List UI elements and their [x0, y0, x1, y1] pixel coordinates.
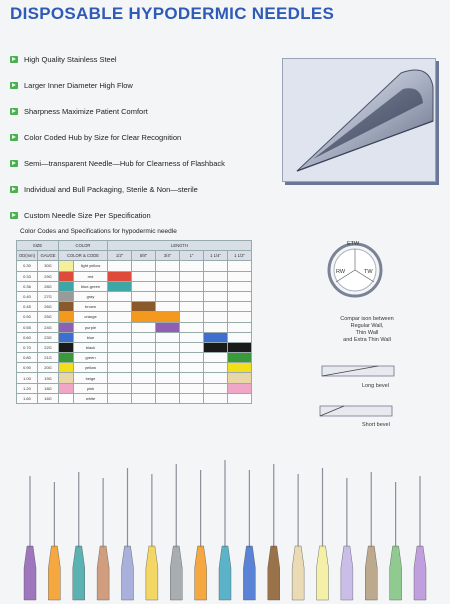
color-name-cell: black	[74, 342, 108, 352]
needle-hub	[24, 546, 36, 600]
table-row	[17, 261, 252, 271]
length-cell	[228, 322, 252, 332]
table-row	[17, 373, 252, 383]
feature-text: Custom Needle Size Per Specification	[24, 211, 151, 220]
needle-item	[292, 474, 304, 600]
color-swatch	[59, 281, 74, 291]
length-cell	[156, 271, 180, 281]
needle-hub	[146, 546, 158, 600]
length-cell	[180, 291, 204, 301]
length-cell	[108, 281, 132, 291]
color-name-cell: gray	[74, 291, 108, 301]
subheader-cell: 3/4"	[156, 251, 180, 261]
length-cell	[180, 271, 204, 281]
length-cell	[108, 363, 132, 373]
needle-hub	[317, 546, 329, 600]
needle-hub	[268, 546, 280, 600]
length-cell	[180, 393, 204, 403]
gauge-cell: 28G	[38, 281, 59, 291]
spec-table-body	[17, 261, 252, 404]
subheader-cell: GAUGE	[38, 251, 59, 261]
long-bevel-label: Long bevel	[362, 383, 389, 389]
color-name-cell: purple	[74, 322, 108, 332]
gauge-cell: 25G	[38, 312, 59, 322]
feature-item	[10, 55, 280, 75]
od-cell: 1.20	[17, 383, 38, 393]
feature-text: Semi—transparent Needle—Hub for Clearness of Flashback	[24, 159, 225, 168]
length-cell	[204, 291, 228, 301]
length-cell	[204, 281, 228, 291]
od-cell: 0.80	[17, 353, 38, 363]
length-cell	[132, 393, 156, 403]
length-cell	[132, 281, 156, 291]
needle-hub	[170, 546, 182, 600]
length-cell	[132, 261, 156, 271]
length-cell	[108, 342, 132, 352]
gauge-cell: 29G	[38, 271, 59, 281]
length-cell	[204, 383, 228, 393]
length-cell	[108, 383, 132, 393]
length-cell	[228, 363, 252, 373]
table-row	[17, 281, 252, 291]
needle-item	[195, 470, 207, 600]
od-cell: 0.40	[17, 291, 38, 301]
arrow-bullet-icon	[10, 212, 18, 219]
od-cell: 0.36	[17, 281, 38, 291]
needle-item	[317, 468, 329, 600]
length-cell	[156, 342, 180, 352]
length-cell	[108, 353, 132, 363]
needle-lineup-image	[0, 450, 450, 604]
length-cell	[156, 373, 180, 383]
length-cell	[180, 373, 204, 383]
subheader-cell: 1"	[180, 251, 204, 261]
feature-item	[10, 81, 280, 101]
needle-hub	[219, 546, 231, 600]
spec-table	[16, 240, 252, 404]
length-cell	[108, 271, 132, 281]
length-cell	[108, 332, 132, 342]
color-swatch	[59, 261, 74, 271]
color-name-cell: yellow	[74, 363, 108, 373]
needle-item	[122, 468, 134, 600]
needle-item	[268, 464, 280, 600]
color-swatch	[59, 312, 74, 322]
gauge-cell: 26G	[38, 302, 59, 312]
needle-hub	[73, 546, 85, 600]
needle-hub	[390, 546, 402, 600]
length-cell	[228, 383, 252, 393]
color-swatch	[59, 363, 74, 373]
color-swatch	[59, 332, 74, 342]
subheader-cell: 1 1/4"	[204, 251, 228, 261]
needle-item	[146, 474, 158, 600]
od-cell: 0.60	[17, 332, 38, 342]
length-cell	[204, 342, 228, 352]
needle-hub	[48, 546, 60, 600]
gauge-cell: 22G	[38, 342, 59, 352]
wall-caption	[326, 316, 408, 344]
needle-hub	[243, 546, 255, 600]
table-row	[17, 342, 252, 352]
table-row	[17, 302, 252, 312]
length-cell	[132, 342, 156, 352]
color-name-cell: white	[74, 393, 108, 403]
arrow-bullet-icon	[10, 56, 18, 63]
length-cell	[228, 261, 252, 271]
length-cell	[228, 291, 252, 301]
subheader-cell: 5/8"	[132, 251, 156, 261]
needle-hub	[122, 546, 134, 600]
length-cell	[204, 363, 228, 373]
color-name-cell: blue-green	[74, 281, 108, 291]
gauge-cell: 16G	[38, 393, 59, 403]
table-row	[17, 271, 252, 281]
length-cell	[108, 373, 132, 383]
od-cell: 1.60	[17, 393, 38, 403]
needle-item	[170, 464, 182, 600]
wall-caption-line: Regular Wall,	[350, 323, 384, 329]
od-cell: 0.45	[17, 302, 38, 312]
gauge-cell: 20G	[38, 363, 59, 373]
gauge-cell: 18G	[38, 383, 59, 393]
gauge-cell: 21G	[38, 353, 59, 363]
od-cell: 0.50	[17, 312, 38, 322]
wall-caption-line: and Extra Thin Wall	[343, 337, 391, 343]
length-cell	[180, 281, 204, 291]
color-swatch	[59, 393, 74, 403]
length-cell	[132, 363, 156, 373]
color-header: COLOR	[59, 241, 108, 251]
od-cell: 0.55	[17, 322, 38, 332]
length-cell	[156, 393, 180, 403]
length-cell	[156, 383, 180, 393]
color-name-cell: blue	[74, 332, 108, 342]
arrow-bullet-icon	[10, 134, 18, 141]
needle-hub	[195, 546, 207, 600]
feature-text: High Quality Stainless Steel	[24, 55, 117, 64]
length-cell	[132, 322, 156, 332]
color-name-cell: green	[74, 353, 108, 363]
length-cell	[180, 363, 204, 373]
color-name-cell: light yellow	[74, 261, 108, 271]
od-cell: 0.70	[17, 342, 38, 352]
needle-item	[24, 476, 36, 600]
needle-tip-illustration	[283, 59, 435, 181]
od-cell: 0.30	[17, 261, 38, 271]
length-cell	[204, 373, 228, 383]
needle-item	[97, 478, 109, 600]
length-cell	[228, 393, 252, 403]
length-cell	[156, 322, 180, 332]
color-swatch	[59, 342, 74, 352]
length-cell	[132, 312, 156, 322]
wall-caption-line: Compar ison between	[340, 316, 394, 322]
length-cell	[132, 373, 156, 383]
color-swatch	[59, 302, 74, 312]
length-cell	[180, 322, 204, 332]
od-cell: 0.90	[17, 363, 38, 373]
arrow-bullet-icon	[10, 108, 18, 115]
length-cell	[228, 271, 252, 281]
od-cell: 0.33	[17, 271, 38, 281]
color-swatch	[59, 353, 74, 363]
subheader-cell: 1/2"	[108, 251, 132, 261]
size-header: SIZE	[17, 241, 59, 251]
table-row	[17, 363, 252, 373]
feature-text: Individual and Bull Packaging, Sterile & Non—sterile	[24, 185, 198, 194]
needle-item	[390, 482, 402, 600]
feature-text: Larger Inner Diameter High Flow	[24, 81, 133, 90]
gauge-cell: 23G	[38, 332, 59, 342]
color-swatch	[59, 373, 74, 383]
needle-hub	[97, 546, 109, 600]
length-cell	[228, 342, 252, 352]
length-cell	[180, 332, 204, 342]
feature-item	[10, 185, 280, 205]
table-row	[17, 383, 252, 393]
gauge-cell: 24G	[38, 322, 59, 332]
length-cell	[228, 332, 252, 342]
arrow-bullet-icon	[10, 82, 18, 89]
color-name-cell: beige	[74, 373, 108, 383]
table-row	[17, 353, 252, 363]
arrow-bullet-icon	[10, 160, 18, 167]
subheader-cell: 1 1/2"	[228, 251, 252, 261]
table-row	[17, 291, 252, 301]
color-name-cell: red	[74, 271, 108, 281]
length-cell	[180, 342, 204, 352]
length-cell	[156, 363, 180, 373]
needle-item	[48, 482, 60, 600]
length-cell	[132, 271, 156, 281]
length-cell	[156, 291, 180, 301]
needle-item	[243, 470, 255, 600]
needle-hub	[414, 546, 426, 600]
length-cell	[108, 261, 132, 271]
length-cell	[156, 281, 180, 291]
length-cell	[204, 302, 228, 312]
length-cell	[180, 353, 204, 363]
table-row	[17, 312, 252, 322]
length-cell	[204, 393, 228, 403]
length-cell	[108, 322, 132, 332]
feature-list	[10, 55, 280, 237]
length-cell	[204, 312, 228, 322]
length-cell	[204, 332, 228, 342]
subheader-cell: COLOR & CODE	[59, 251, 108, 261]
table-row	[17, 322, 252, 332]
color-swatch	[59, 291, 74, 301]
length-cell	[204, 271, 228, 281]
needle-item	[73, 472, 85, 600]
needle-hub	[365, 546, 377, 600]
length-cell	[180, 261, 204, 271]
color-name-cell: orange	[74, 312, 108, 322]
needle-tip-closeup-image	[282, 58, 436, 182]
length-cell	[108, 312, 132, 322]
needle-item	[219, 460, 231, 600]
color-name-cell: pink	[74, 383, 108, 393]
short-bevel-icon	[316, 402, 396, 424]
table-row	[17, 393, 252, 403]
subheader-cell: OD(mm)	[17, 251, 38, 261]
length-cell	[108, 393, 132, 403]
od-cell: 1.00	[17, 373, 38, 383]
feature-text: Color Coded Hub by Size for Clear Recognition	[24, 133, 182, 142]
length-cell	[156, 332, 180, 342]
length-cell	[132, 383, 156, 393]
gauge-cell: 27G	[38, 291, 59, 301]
length-cell	[156, 261, 180, 271]
feature-item	[10, 133, 280, 153]
length-cell	[132, 353, 156, 363]
needle-item	[414, 476, 426, 600]
length-cell	[204, 261, 228, 271]
needle-hub	[292, 546, 304, 600]
length-cell	[156, 302, 180, 312]
color-swatch	[59, 271, 74, 281]
gauge-cell: 30G	[38, 261, 59, 271]
feature-item	[10, 107, 280, 127]
short-bevel-label: Short bevel	[362, 422, 390, 428]
length-cell	[228, 353, 252, 363]
length-header: LENGTH	[108, 241, 252, 251]
color-swatch	[59, 383, 74, 393]
length-cell	[132, 332, 156, 342]
feature-text: Sharpness Maximize Patient Comfort	[24, 107, 148, 116]
length-cell	[180, 302, 204, 312]
length-cell	[228, 281, 252, 291]
subheader-row	[17, 251, 252, 261]
length-cell	[108, 291, 132, 301]
length-cell	[204, 353, 228, 363]
needle-item	[341, 478, 353, 600]
feature-item	[10, 159, 280, 179]
etw-label: ETW	[347, 241, 360, 247]
tw-label: TW	[364, 269, 373, 275]
length-cell	[108, 302, 132, 312]
length-cell	[228, 312, 252, 322]
arrow-bullet-icon	[10, 186, 18, 193]
rw-label: RW	[336, 269, 346, 275]
length-cell	[156, 353, 180, 363]
page-title: DISPOSABLE HYPODERMIC NEEDLES	[10, 4, 335, 23]
length-cell	[228, 373, 252, 383]
length-cell	[156, 312, 180, 322]
length-cell	[180, 383, 204, 393]
color-name-cell: brown	[74, 302, 108, 312]
table-row	[17, 332, 252, 342]
length-cell	[132, 291, 156, 301]
length-cell	[228, 302, 252, 312]
wall-comparison-diagram	[326, 236, 384, 308]
gauge-cell: 19G	[38, 373, 59, 383]
table-title: Color Codes and Specifications for hypodermic needle	[20, 228, 177, 235]
needle-hub	[341, 546, 353, 600]
needle-item	[365, 472, 377, 600]
length-cell	[204, 322, 228, 332]
color-swatch	[59, 322, 74, 332]
wall-caption-line: Thin Wall	[355, 330, 379, 336]
length-cell	[132, 302, 156, 312]
length-cell	[180, 312, 204, 322]
